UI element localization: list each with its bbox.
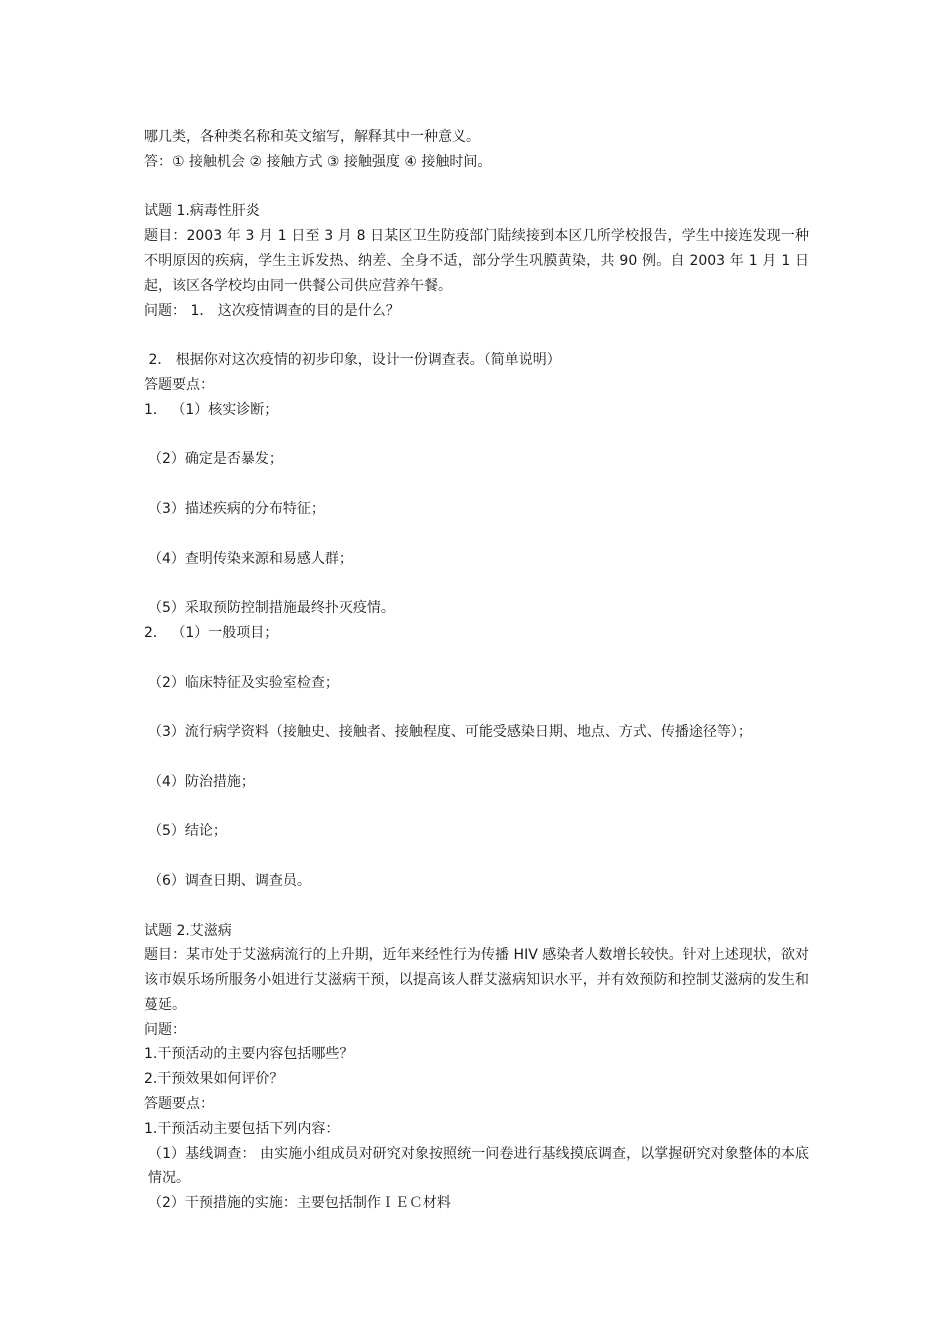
spacer [144,571,809,596]
spacer [144,894,809,919]
answer-line: 答：① 接触机会 ② 接触方式 ③ 接触强度 ④ 接触时间。 [144,153,492,170]
case1-answer-1-item: （2）确定是否暴发； [148,451,283,468]
spacer [144,646,809,671]
case2-answer-2: （2）干预措施的实施：主要包括制作ＩＥＣ材料 [148,1195,451,1212]
case2-problem: 题目：某市处于艾滋病流行的上升期，近年来经性行为传播 HIV 感染者人数增长较快。针对上述现状，欲对该市娱乐场所服务小姐进行艾滋病干预，以提高该人群艾滋病知识水平，并有效预防和控制艾滋病的发生和蔓延。 [144,947,809,1013]
spacer [144,472,809,497]
case1-answer-1-item: （3）描述疾病的分布特征； [148,500,325,517]
question-continuation: 哪几类，各种类名称和英文缩写，解释其中一种意义。 [144,129,480,145]
case1-answer-2-item: （4）防治措施； [148,773,255,790]
case1-answer-1-item: 1． （1）核实诊断； [144,401,279,418]
case2-answer-1: （1）基线调查： 由实施小组成员对研究对象按照统一问卷进行基线摸底调查，以掌握研究对象整体的本底情况。 [148,1145,809,1187]
case1-answer-2-item: 2． （1）一般项目； [144,624,279,641]
case1-answer-2-item: （5）结论； [148,823,227,840]
case1-question-1: 问题： 1． 这次疫情调查的目的是什么？ [144,302,400,319]
spacer [144,323,809,348]
document-body [144,125,809,1216]
spacer [144,175,809,200]
case1-answer-2-item: （2）临床特征及实验室检查； [148,674,339,691]
spacer [144,745,809,770]
spacer [144,844,809,869]
case1-answer-2-item: （6）调查日期、调查员。 [148,872,311,889]
case1-points-label: 答题要点： [144,376,214,393]
case1-question-2: 2． 根据你对这次疫情的初步印象，设计一份调查表。（简单说明） [144,352,561,369]
case1-answer-1-item: （5）采取预防控制措施最终扑灭疫情。 [148,600,395,617]
case2-questions-label: 问题： [144,1021,186,1038]
case1-answer-2-item: （3）流行病学资料（接触史、接触者、接触程度、可能受感染日期、地点、方式、传播途径等）； [148,724,752,741]
spacer [144,423,809,448]
case2-title: 试题 2.艾滋病 [144,922,232,939]
case1-problem: 题目：2003 年 3 月 1 日至 3 月 8 日某区卫生防疫部门陆续接到本区几所学校报告，学生中接连发现一种不明原因的疾病，学生主诉发热、纳差、全身不适，部分学生巩膜黄染，共 90 例。自 2003 年 1 月 1 日起，该区各学校均由同一供餐公司供应营养午餐。 [144,228,809,294]
spacer [144,795,809,820]
spacer [144,522,809,547]
case2-points-label: 答题要点： [144,1096,214,1113]
case1-title: 试题 1.病毒性肝炎 [144,203,260,220]
case2-answer-intro: 1.干预活动主要包括下列内容： [144,1120,340,1137]
case2-question-1: 1.干预活动的主要内容包括哪些？ [144,1046,354,1063]
case2-question-2: 2.干预效果如何评价？ [144,1071,284,1088]
case1-answer-1-item: （4）查明传染来源和易感人群； [148,550,353,567]
spacer [144,695,809,720]
